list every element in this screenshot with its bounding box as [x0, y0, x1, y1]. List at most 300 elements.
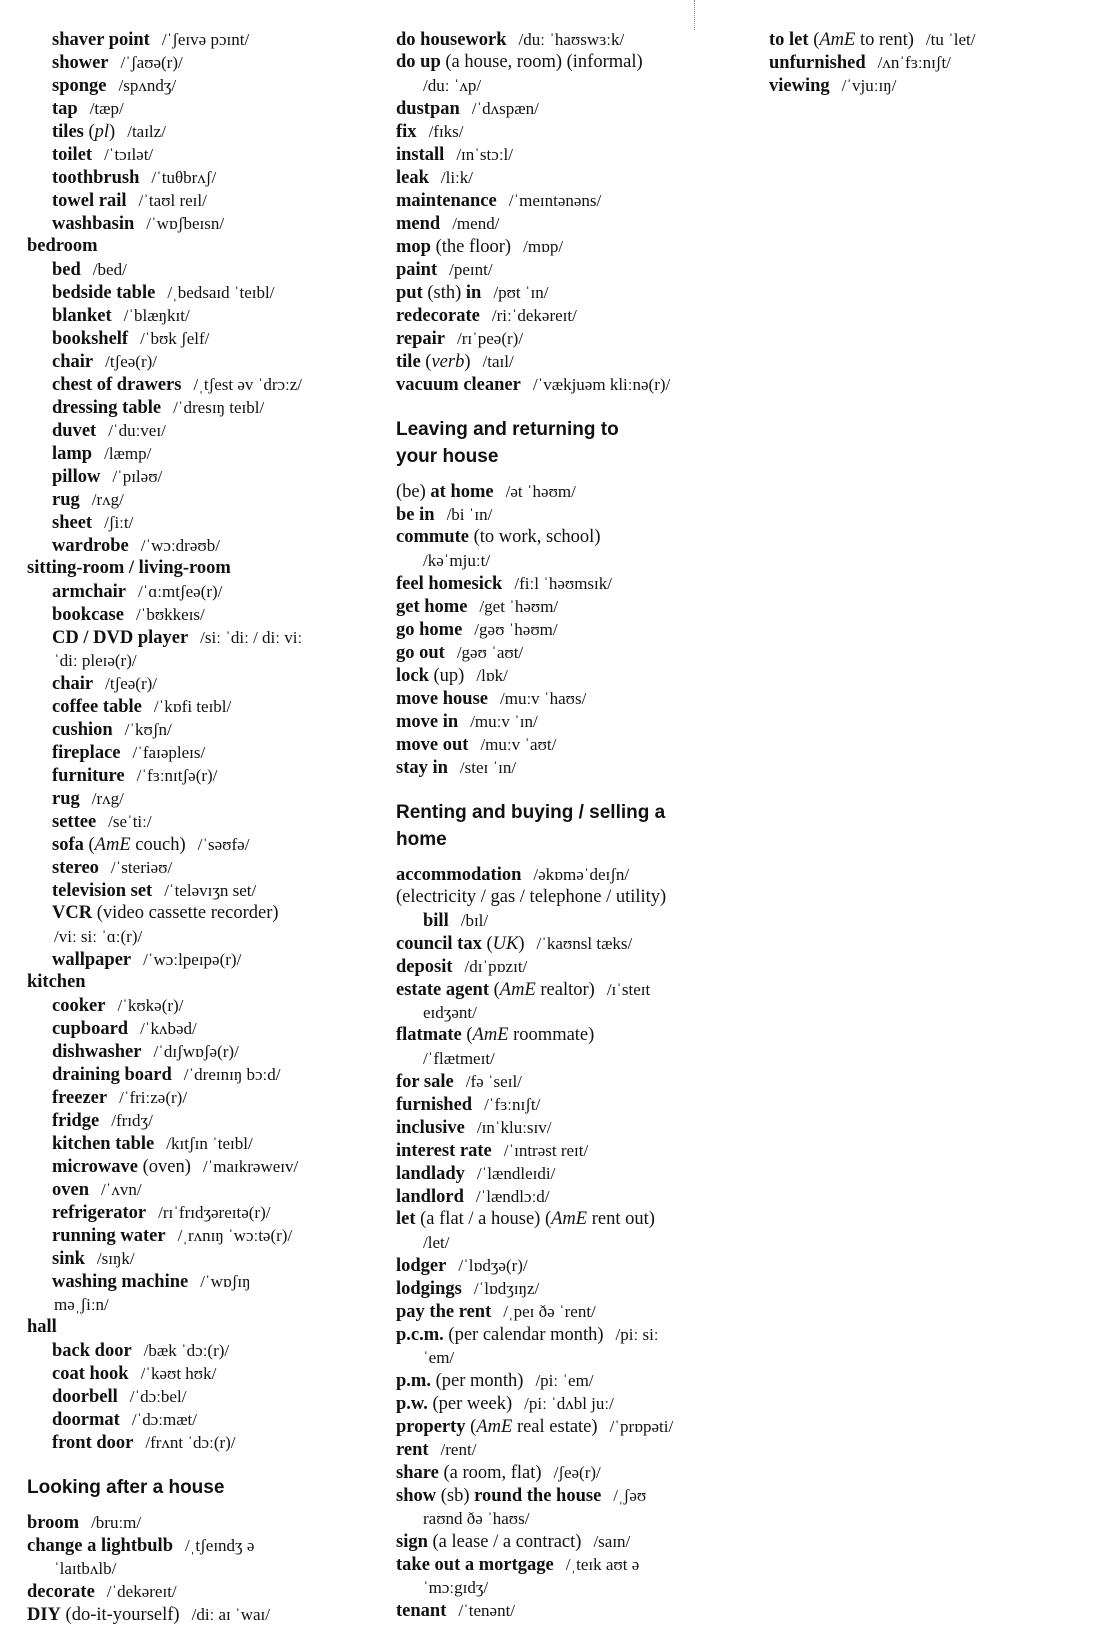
glossary-entry: [396, 1254, 741, 1277]
glossary-entry: [27, 1224, 372, 1247]
phonetic: /ˈmaɪkrəweɪv/: [202, 1157, 299, 1176]
phonetic: /ˈlændleɪdi/: [476, 1164, 556, 1183]
phonetic: /ˈkɒfi teɪbl/: [153, 697, 232, 716]
headword: DIY: [27, 1605, 61, 1625]
headword: p.w.: [396, 1394, 428, 1414]
headword: shaver point: [52, 30, 150, 50]
glossary-entry: [769, 51, 1089, 74]
glossary-entry: [27, 994, 372, 1017]
headword: dustpan: [396, 99, 460, 119]
headword: landlord: [396, 1187, 464, 1207]
note-text: (a room, flat): [438, 1463, 542, 1483]
phonetic: /ˈdʌspæn/: [471, 99, 539, 118]
glossary-entry: [27, 741, 372, 764]
phonetic: /rɪˈpeə(r)/: [456, 329, 524, 348]
glossary-entry: [27, 971, 372, 994]
glossary-entry: [27, 948, 372, 971]
glossary-entry: [27, 1511, 372, 1534]
phonetic: /piː siː: [615, 1325, 659, 1344]
section-heading: [27, 1474, 372, 1501]
phonetic: /taɪlz/: [127, 122, 166, 141]
glossary-entry: [396, 1277, 741, 1300]
glossary-entry: [396, 641, 741, 664]
headword: dressing table: [52, 398, 162, 418]
phonetic: /spʌndʒ/: [118, 76, 177, 95]
phonetic: /muːv ˈaʊt/: [480, 735, 557, 754]
headword: towel rail: [52, 191, 127, 211]
phonetic: /ʌnˈfɜːnɪʃt/: [877, 53, 951, 72]
phonetic: /steɪ ˈɪn/: [459, 758, 517, 777]
phonetic: /ˈtɔɪlət/: [104, 145, 154, 164]
headword: rug: [52, 789, 80, 809]
phonetic: /rʌg/: [91, 490, 124, 509]
glossary-entry: [27, 143, 372, 166]
phonetic: /rʌg/: [91, 789, 124, 808]
glossary-entry: [27, 580, 372, 603]
headword: p.c.m.: [396, 1325, 444, 1345]
headword: refrigerator: [52, 1203, 147, 1223]
phonetic: /riːˈdekəreɪt/: [491, 306, 577, 325]
note-text: (video cassette recorder): [92, 903, 279, 923]
phonetic: /seˈtiː/: [108, 812, 152, 831]
headword: for sale: [396, 1072, 454, 1092]
headword: tenant: [396, 1601, 447, 1621]
note-italic: AmE: [819, 30, 856, 50]
entry-continuation: [396, 1001, 741, 1024]
glossary-entry: [27, 350, 372, 373]
phonetic: /ˈkəʊt hʊk/: [140, 1364, 217, 1383]
section-heading-line: home: [396, 829, 447, 850]
glossary-entry: [27, 1201, 372, 1224]
entry-continuation: [396, 1346, 741, 1369]
glossary-entry: [27, 327, 372, 350]
glossary-entry: [27, 1580, 372, 1603]
phonetic: /læmp/: [104, 444, 152, 463]
headword: washbasin: [52, 214, 135, 234]
note-text: (: [481, 934, 493, 954]
phonetic: /ˈmeɪntənəns/: [508, 191, 602, 210]
phonetic: /piː ˈdʌbl juː/: [524, 1394, 614, 1413]
glossary-entry: [27, 1385, 372, 1408]
phonetic: /bɪl/: [460, 911, 489, 930]
glossary-entry: [27, 235, 372, 258]
glossary-entry: [396, 189, 741, 212]
note-italic: AmE: [472, 1025, 509, 1045]
glossary-entry: [396, 258, 741, 281]
headword: move house: [396, 689, 488, 709]
headword: dishwasher: [52, 1042, 142, 1062]
phonetic: /ˈsəʊfə/: [197, 835, 250, 854]
glossary-entry: [396, 1438, 741, 1461]
scan-mark: [694, 0, 696, 30]
entry-continuation: [396, 549, 741, 572]
note-text: ): [518, 934, 525, 954]
headword: VCR: [52, 903, 93, 923]
note-text: rent out): [587, 1209, 655, 1229]
glossary-entry: [396, 1599, 741, 1622]
glossary-entry: [396, 235, 741, 258]
headword: doormat: [52, 1410, 120, 1430]
glossary-entry: [27, 764, 372, 787]
glossary-entry: [396, 595, 741, 618]
glossary-entry: [396, 1484, 741, 1507]
headword: coat hook: [52, 1364, 129, 1384]
headword: rent: [396, 1440, 429, 1460]
headword: bill: [423, 911, 449, 931]
phonetic: /ˈteləvɪʒn set/: [164, 881, 257, 900]
phonetic: /ˈdɪʃwɒʃə(r)/: [153, 1042, 239, 1061]
headword: take out a mortgage: [396, 1555, 554, 1575]
glossary-entry: [27, 718, 372, 741]
phonetic: /ˈduːveɪ/: [108, 421, 166, 440]
glossary-entry: [27, 396, 372, 419]
headword: to let: [769, 30, 809, 50]
phonetic: /mɒp/: [523, 237, 564, 256]
headword: deposit: [396, 957, 453, 977]
phonetic: /rent/: [440, 1440, 477, 1459]
note-text: (up): [428, 666, 465, 686]
headword: repair: [396, 329, 445, 349]
headword: toilet: [52, 145, 93, 165]
headword: let: [396, 1209, 416, 1229]
phonetic: /ˈwɔːlpeɪpə(r)/: [143, 950, 242, 969]
phonetic: /ˈʃaʊə(r)/: [120, 53, 183, 72]
glossary-entry: [396, 664, 741, 687]
phonetic: /let/: [423, 1233, 450, 1252]
glossary-entry: [396, 1415, 741, 1438]
headword: viewing: [769, 76, 830, 96]
phonetic: /gəʊ ˈaʊt/: [456, 643, 524, 662]
headword: put: [396, 283, 423, 303]
glossary-entry: [396, 710, 741, 733]
phonetic: /ˈpɪləʊ/: [112, 467, 163, 486]
headword: tiles: [52, 122, 84, 142]
glossary-entry: [27, 1270, 372, 1293]
note-text: ): [464, 352, 471, 372]
note-text: real estate): [512, 1417, 598, 1437]
glossary-entry: [27, 120, 372, 143]
note-italic: AmE: [94, 835, 131, 855]
headword: television set: [52, 881, 153, 901]
glossary-entry: [396, 1530, 741, 1553]
phonetic: /ˈblæŋkɪt/: [123, 306, 190, 325]
phonetic: raʊnd ðə ˈhaʊs/: [423, 1509, 530, 1528]
glossary-entry: [396, 120, 741, 143]
entry-continuation: [396, 1047, 741, 1070]
headword: bedside table: [52, 283, 156, 303]
headword: share: [396, 1463, 439, 1483]
glossary-entry: [27, 902, 372, 925]
glossary-entry: [396, 1162, 741, 1185]
phonetic: /duː ˈhaʊswɜːk/: [518, 30, 625, 49]
headword: interest rate: [396, 1141, 492, 1161]
glossary-entry: [27, 1603, 372, 1626]
headword: sitting-room / living-room: [27, 558, 231, 578]
headword: lamp: [52, 444, 93, 464]
phonetic: /ʃiːt/: [104, 513, 134, 532]
headword: get home: [396, 597, 468, 617]
glossary-entry: [27, 1408, 372, 1431]
note-text: roommate): [508, 1025, 595, 1045]
headword: sink: [52, 1249, 85, 1269]
phonetic: /ˈtaʊl reɪl/: [138, 191, 207, 210]
glossary-entry: [396, 28, 741, 51]
phonetic: /ˈkʊʃn/: [124, 720, 172, 739]
headword: feel homesick: [396, 574, 503, 594]
headword: stay in: [396, 758, 448, 778]
note-text: (a flat / a house) (: [415, 1209, 552, 1229]
phonetic: /ˈkaʊnsl tæks/: [536, 934, 633, 953]
headword: mend: [396, 214, 441, 234]
headword: do housework: [396, 30, 507, 50]
glossary-entry: [396, 97, 741, 120]
section-heading: [396, 799, 741, 853]
headword: in: [465, 283, 482, 303]
headword: commute: [396, 527, 469, 547]
phonetic: /sɪŋk/: [96, 1249, 135, 1268]
headword: at home: [430, 482, 494, 502]
headword: furniture: [52, 766, 125, 786]
phonetic: /ˈdreɪnɪŋ bɔːd/: [183, 1065, 281, 1084]
glossary-entry: [27, 1040, 372, 1063]
phonetic: /ˈwɒʃɪŋ: [200, 1272, 251, 1291]
headword: vacuum cleaner: [396, 375, 521, 395]
phonetic: /kɪtʃɪn ˈteɪbl/: [166, 1134, 253, 1153]
glossary-entry: [27, 74, 372, 97]
glossary-entry: [396, 350, 741, 373]
phonetic: /ˈfɜːnɪʃt/: [484, 1095, 541, 1114]
phonetic: /tʃeə(r)/: [105, 674, 158, 693]
glossary-entry: [27, 856, 372, 879]
headword: maintenance: [396, 191, 497, 211]
phonetic: /ˈfaɪəpleɪs/: [132, 743, 206, 762]
glossary-entry: [396, 304, 741, 327]
glossary-entry: [27, 787, 372, 810]
glossary-entry: [27, 1017, 372, 1040]
headword: inclusive: [396, 1118, 465, 1138]
glossary-entry: [27, 1339, 372, 1362]
glossary-entry: [27, 810, 372, 833]
entry-continuation: [396, 1576, 741, 1599]
glossary-entry: [27, 304, 372, 327]
phonetic: /fə ˈseɪl/: [465, 1072, 522, 1091]
glossary-entry: [27, 557, 372, 580]
note-italic: verb: [431, 352, 465, 372]
headword: pay the rent: [396, 1302, 492, 1322]
phonetic: /ɪnˈstɔːl/: [456, 145, 513, 164]
phonetic: /ˈdekəreɪt/: [106, 1582, 177, 1601]
phonetic: /ˈvækjuəm kliːnə(r)/: [532, 375, 671, 394]
phonetic: /duː ˈʌp/: [423, 76, 482, 95]
headword: cushion: [52, 720, 113, 740]
phonetic: /bed/: [92, 260, 127, 279]
phonetic: /fiːl ˈhəʊmsɪk/: [514, 574, 612, 593]
phonetic: /ˌbedsaɪd ˈteɪbl/: [167, 283, 275, 302]
headword: back door: [52, 1341, 132, 1361]
phonetic: /ˈtuθbrʌʃ/: [151, 168, 217, 187]
phonetic: /ˈfriːzə(r)/: [119, 1088, 188, 1107]
entry-continuation: [396, 1507, 741, 1530]
phonetic: /ˌrʌnɪŋ ˈwɔːtə(r)/: [177, 1226, 293, 1245]
headword: armchair: [52, 582, 126, 602]
phonetic: /gəʊ ˈhəʊm/: [474, 620, 558, 639]
headword: freezer: [52, 1088, 108, 1108]
headword: chair: [52, 674, 94, 694]
glossary-entry: [396, 212, 741, 235]
phonetic: /kəˈmjuːt/: [423, 551, 491, 570]
glossary-entry: [396, 51, 741, 74]
headword: blanket: [52, 306, 112, 326]
glossary-entry: [27, 281, 372, 304]
entry-continuation: [396, 909, 741, 932]
entry-continuation: [27, 649, 372, 672]
phonetic: /ˈkʊkə(r)/: [117, 996, 184, 1015]
glossary-entry: [27, 189, 372, 212]
note-text: (to work, school): [468, 527, 601, 547]
headword: furnished: [396, 1095, 473, 1115]
note-text: (electricity / gas / telephone / utility): [396, 887, 667, 907]
headword: toothbrush: [52, 168, 140, 188]
glossary-entry: [396, 978, 741, 1001]
note-text: (: [83, 835, 95, 855]
section-heading-line: your house: [396, 446, 499, 467]
note-text: (oven): [137, 1157, 191, 1177]
phonetic: /əkɒməˈdeɪʃn/: [533, 865, 630, 884]
headword: install: [396, 145, 445, 165]
headword: go home: [396, 620, 463, 640]
glossary-entry: [396, 1553, 741, 1576]
note-italic: UK: [492, 934, 519, 954]
glossary-entry: [27, 28, 372, 51]
glossary-entry: [27, 833, 372, 856]
glossary-entry: [27, 511, 372, 534]
headword: paint: [396, 260, 438, 280]
phonetic: /peɪnt/: [449, 260, 493, 279]
phonetic: /piː ˈem/: [535, 1371, 594, 1390]
note-text: (sth): [422, 283, 466, 303]
glossary-entry: [396, 886, 741, 909]
headword: bed: [52, 260, 81, 280]
headword: wallpaper: [52, 950, 132, 970]
glossary-entry: [769, 28, 1089, 51]
note-text: (per week): [427, 1394, 513, 1414]
glossary-column-2: [396, 28, 741, 1622]
section-heading: [396, 416, 741, 470]
headword: chair: [52, 352, 94, 372]
glossary-entry: [27, 534, 372, 557]
phonetic: eɪdʒənt/: [423, 1003, 477, 1022]
phonetic: məˌʃiːn/: [54, 1295, 109, 1314]
phonetic: /ˈbʊk ʃelf/: [140, 329, 210, 348]
phonetic: /ˈdɔːbel/: [129, 1387, 187, 1406]
phonetic: /ˈprɒpəti/: [609, 1417, 674, 1436]
note-text: (do-it-yourself): [60, 1605, 180, 1625]
headword: sign: [396, 1532, 428, 1552]
phonetic: /bi ˈɪn/: [446, 505, 493, 524]
glossary-entry: [27, 695, 372, 718]
headword: move in: [396, 712, 459, 732]
section-heading-line: Leaving and returning to: [396, 419, 619, 440]
phonetic: /ˌʃəʊ: [613, 1486, 647, 1505]
phonetic: /muːv ˈɪn/: [470, 712, 538, 731]
glossary-entry: [396, 373, 741, 396]
headword: fridge: [52, 1111, 100, 1131]
headword: p.m.: [396, 1371, 431, 1391]
headword: bookcase: [52, 605, 124, 625]
headword: redecorate: [396, 306, 480, 326]
phonetic: /bæk ˈdɔː(r)/: [143, 1341, 230, 1360]
headword: draining board: [52, 1065, 172, 1085]
note-text: (the floor): [430, 237, 512, 257]
headword: decorate: [27, 1582, 95, 1602]
note-text: (: [420, 352, 432, 372]
phonetic: /ˈɑːmtʃeə(r)/: [137, 582, 223, 601]
note-text: (sb): [436, 1486, 475, 1506]
phonetic: /pʊt ˈɪn/: [493, 283, 549, 302]
note-text: (: [83, 122, 95, 142]
phonetic: /diː aɪ ˈwaɪ/: [191, 1605, 270, 1624]
glossary-entry: [396, 687, 741, 710]
phonetic: ˈlaɪtbʌlb/: [54, 1559, 117, 1578]
phonetic: /ˈwɔːdrəʊb/: [140, 536, 220, 555]
headword: leak: [396, 168, 429, 188]
headword: lock: [396, 666, 429, 686]
glossary-entry: [27, 1362, 372, 1385]
glossary-entry: [27, 419, 372, 442]
glossary-entry: [769, 74, 1089, 97]
glossary-entry: [27, 1155, 372, 1178]
glossary-entry: [396, 1185, 741, 1208]
glossary-entry: [27, 879, 372, 902]
note-italic: AmE: [499, 980, 536, 1000]
phonetic: /ʃeə(r)/: [553, 1463, 601, 1482]
phonetic: /saɪn/: [593, 1532, 631, 1551]
phonetic: /ˈsteriəʊ/: [110, 858, 173, 877]
glossary-entry: [396, 1116, 741, 1139]
glossary-entry: [396, 143, 741, 166]
glossary-entry: [396, 166, 741, 189]
phonetic: ˈem/: [423, 1348, 455, 1367]
glossary-entry: [396, 503, 741, 526]
glossary-entry: [27, 1132, 372, 1155]
phonetic: /frɪdʒ/: [111, 1111, 153, 1130]
glossary-entry: [396, 1024, 741, 1047]
headword: bookshelf: [52, 329, 129, 349]
phonetic: /ˌpeɪ ðə ˈrent/: [503, 1302, 596, 1321]
headword: move out: [396, 735, 469, 755]
glossary-entry: [396, 618, 741, 641]
headword: change a lightbulb: [27, 1536, 173, 1556]
glossary-entry: [396, 1323, 741, 1346]
glossary-entry: [27, 603, 372, 626]
glossary-entry: [27, 51, 372, 74]
glossary-entry: [27, 212, 372, 235]
phonetic: /ˌtʃest əv ˈdrɔːz/: [193, 375, 303, 394]
note-text: (a house, room) (informal): [440, 52, 643, 72]
phonetic: /ˈfɜːnɪtʃə(r)/: [136, 766, 218, 785]
note-text: (a lease / a contract): [427, 1532, 582, 1552]
entry-continuation: [27, 1293, 372, 1316]
phonetic: /bruːm/: [91, 1513, 142, 1532]
headword: flatmate: [396, 1025, 462, 1045]
glossary-entry: [396, 1369, 741, 1392]
glossary-entry: [27, 465, 372, 488]
phonetic: /taɪl/: [482, 352, 514, 371]
headword: doorbell: [52, 1387, 118, 1407]
phonetic: /ˈʌvn/: [101, 1180, 142, 1199]
headword: do up: [396, 52, 441, 72]
headword: round the house: [474, 1486, 602, 1506]
